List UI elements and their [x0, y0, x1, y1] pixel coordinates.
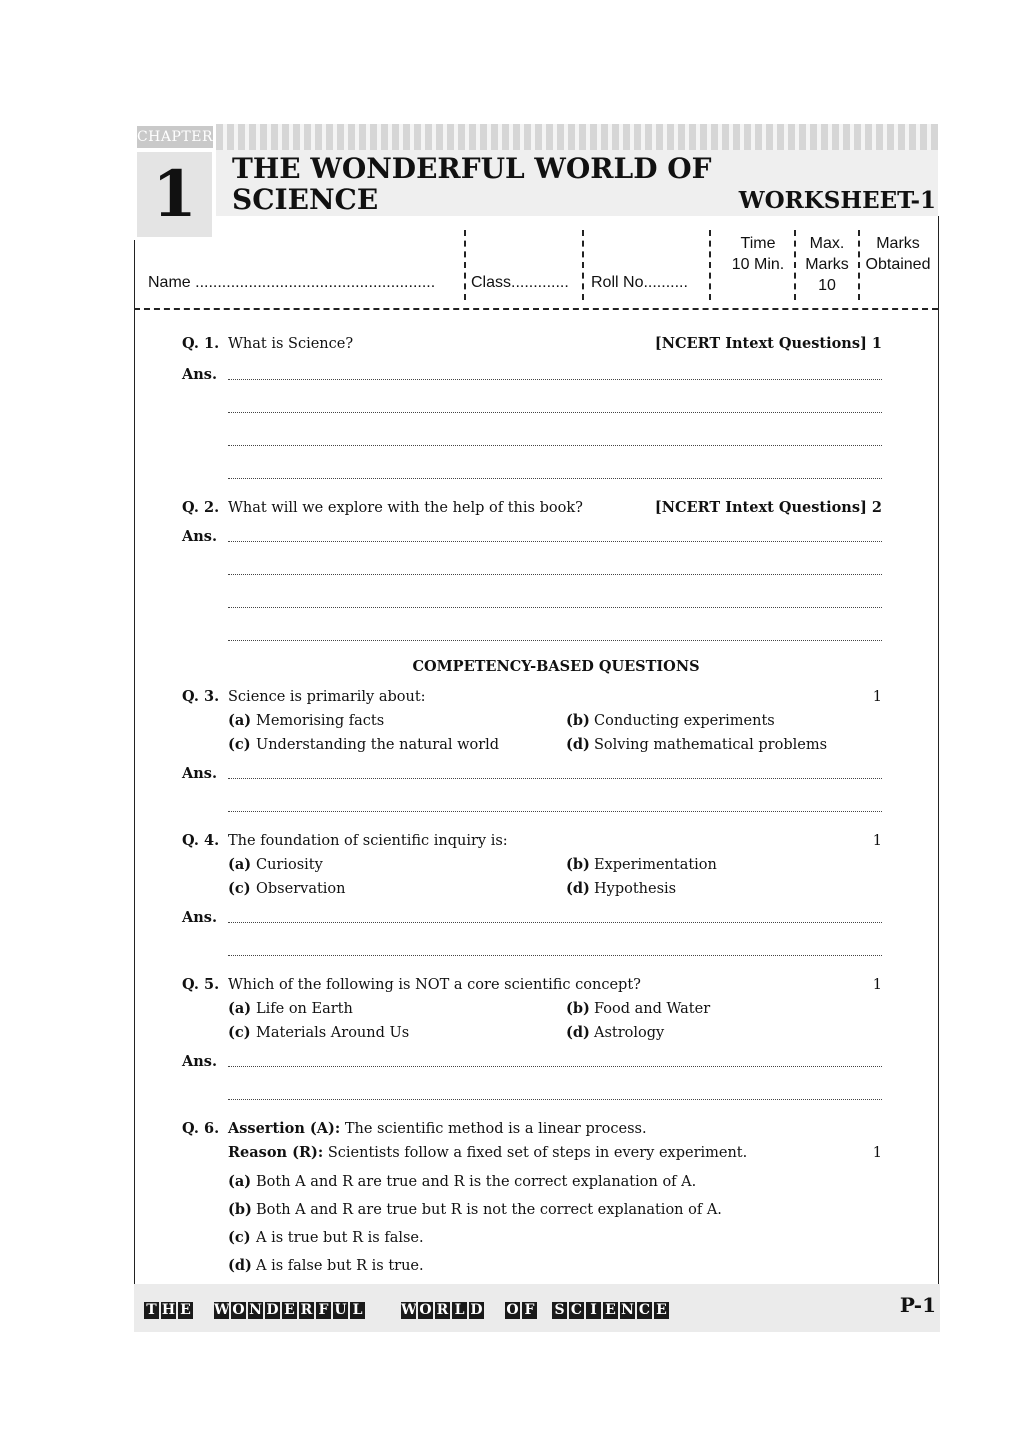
footer-word: [144, 1302, 193, 1319]
option[interactable]: (d) Astrology: [566, 1024, 665, 1041]
time-value: 10 Min.: [731, 256, 785, 273]
footer-letter: S: [552, 1302, 567, 1319]
answer-line[interactable]: [228, 640, 882, 641]
page-frame-left: [134, 240, 135, 1284]
question-number: Q. 3.: [182, 688, 220, 705]
question-marks: [NCERT Intext Questions] 1: [654, 335, 882, 352]
footer-word: [214, 1302, 365, 1319]
question-marks: 1: [872, 977, 882, 993]
footer-letter: I: [586, 1302, 601, 1319]
divider: [464, 230, 466, 300]
option[interactable]: (a) Life on Earth: [228, 1000, 353, 1017]
option[interactable]: (d) A is false but R is true.: [228, 1257, 424, 1274]
section-heading: COMPETENCY-BASED QUESTIONS: [412, 658, 700, 675]
option[interactable]: (d) Hypothesis: [566, 880, 677, 897]
footer-letter: W: [401, 1302, 417, 1318]
footer-letter: E: [603, 1302, 618, 1319]
divider: [794, 230, 796, 300]
worksheet-label: WORKSHEET-1: [738, 187, 936, 214]
answer-label: Ans.: [182, 909, 218, 926]
footer-word: [552, 1302, 669, 1319]
option[interactable]: (c) Materials Around Us: [228, 1024, 410, 1041]
answer-line[interactable]: [228, 1099, 882, 1100]
header-separator: [134, 308, 938, 310]
time-box: [722, 233, 794, 275]
answer-line[interactable]: [228, 607, 882, 608]
reason: Reason (R): Scientists follow a fixed set of steps in every experiment.: [228, 1144, 748, 1161]
max-marks-box: [798, 233, 856, 296]
page-frame-right: [938, 216, 939, 1284]
title-line-2: SCIENCE: [232, 183, 379, 216]
footer-letter: T: [144, 1302, 159, 1319]
question-text: Science is primarily about:: [228, 689, 426, 705]
marks-obtained-label: Obtained: [865, 256, 931, 273]
question-marks: 1: [872, 689, 882, 705]
question-number: Q. 6.: [182, 1120, 220, 1137]
answer-line[interactable]: [228, 445, 882, 446]
time-label: Time: [740, 235, 776, 252]
option[interactable]: (a) Curiosity: [228, 856, 323, 873]
option[interactable]: (b) Conducting experiments: [566, 712, 775, 729]
answer-line[interactable]: [228, 778, 882, 779]
title-line-1: THE WONDERFUL WORLD OF: [232, 152, 712, 185]
class-field[interactable]: Class.............: [471, 274, 569, 291]
question-marks: 1: [872, 1145, 882, 1161]
question-text: The foundation of scientific inquiry is:: [228, 833, 508, 849]
footer-letter: O: [419, 1302, 432, 1318]
option[interactable]: (a) Memorising facts: [228, 712, 385, 729]
footer-letter: E: [654, 1302, 669, 1319]
question-number: Q. 2.: [182, 499, 220, 516]
marks-obtained-box[interactable]: [861, 233, 935, 275]
answer-line[interactable]: [228, 922, 882, 923]
footer-letter: O: [506, 1302, 519, 1318]
option[interactable]: (d) Solving mathematical problems: [566, 736, 828, 753]
answer-line[interactable]: [228, 478, 882, 479]
question-text: Which of the following is NOT a core scientific concept?: [228, 977, 641, 993]
question-text: What is Science?: [228, 336, 354, 352]
answer-line[interactable]: [228, 811, 882, 812]
question-marks: [NCERT Intext Questions] 2: [654, 499, 882, 516]
footer-letter: L: [452, 1302, 467, 1319]
footer-letter: U: [334, 1302, 347, 1318]
answer-label: Ans.: [182, 1053, 218, 1070]
answer-label: Ans.: [182, 528, 218, 545]
footer-letter: R: [436, 1302, 449, 1318]
question-number: Q. 4.: [182, 832, 220, 849]
answer-label: Ans.: [182, 366, 218, 383]
footer-letter: F: [316, 1302, 331, 1319]
footer-letter: R: [300, 1302, 313, 1318]
option[interactable]: (c) A is true but R is false.: [228, 1229, 424, 1246]
option[interactable]: (c) Understanding the natural world: [228, 736, 500, 753]
question-text: What will we explore with the help of this book?: [228, 500, 583, 516]
footer-word: [401, 1302, 484, 1319]
option[interactable]: (b) Experimentation: [566, 856, 717, 873]
footer-letter: C: [570, 1302, 583, 1318]
answer-line[interactable]: [228, 412, 882, 413]
option[interactable]: (b) Food and Water: [566, 1000, 711, 1017]
footer-letter: E: [178, 1302, 193, 1319]
answer-line[interactable]: [228, 574, 882, 575]
chapter-number: 1: [137, 152, 212, 237]
assertion: Assertion (A): The scientific method is a linear process.: [228, 1120, 647, 1137]
answer-label: Ans.: [182, 765, 218, 782]
page-title: [232, 153, 732, 215]
footer-letter: O: [232, 1302, 245, 1318]
answer-line[interactable]: [228, 1066, 882, 1067]
answer-line[interactable]: [228, 379, 882, 380]
question-number: Q. 1.: [182, 335, 220, 352]
option[interactable]: (b) Both A and R are true but R is not the correct explanation of A.: [228, 1201, 722, 1218]
footer-letter: W: [214, 1302, 230, 1318]
footer-letter: F: [522, 1302, 537, 1319]
footer-letter: C: [638, 1302, 651, 1318]
divider: [858, 230, 860, 300]
option[interactable]: (c) Observation: [228, 880, 346, 897]
footer-letter: N: [621, 1302, 634, 1318]
page-number: P-1: [899, 1293, 936, 1317]
footer-letter: D: [266, 1302, 279, 1318]
chapter-label: CHAPTER: [137, 126, 213, 148]
max-marks-label: Max.: [809, 235, 845, 252]
max-marks-value: 10: [818, 277, 836, 294]
divider: [582, 230, 584, 300]
footer-letter: H: [161, 1302, 176, 1318]
roll-field[interactable]: Roll No..........: [591, 274, 688, 291]
divider: [709, 230, 711, 300]
answer-line[interactable]: [228, 541, 882, 542]
footer-letter: L: [350, 1302, 365, 1319]
footer-letter: E: [282, 1302, 297, 1319]
marks-obtained-label: Marks: [876, 235, 920, 252]
footer-letter: N: [249, 1302, 262, 1318]
header-stripe: [216, 124, 938, 150]
max-marks-label: Marks: [805, 256, 849, 273]
answer-line[interactable]: [228, 955, 882, 956]
footer-letter: D: [470, 1302, 483, 1318]
question-marks: 1: [872, 833, 882, 849]
footer-word: [505, 1302, 537, 1319]
question-number: Q. 5.: [182, 976, 220, 993]
option[interactable]: (a) Both A and R are true and R is the correct explanation of A.: [228, 1173, 697, 1190]
name-field[interactable]: Name ......................................................: [148, 274, 436, 291]
